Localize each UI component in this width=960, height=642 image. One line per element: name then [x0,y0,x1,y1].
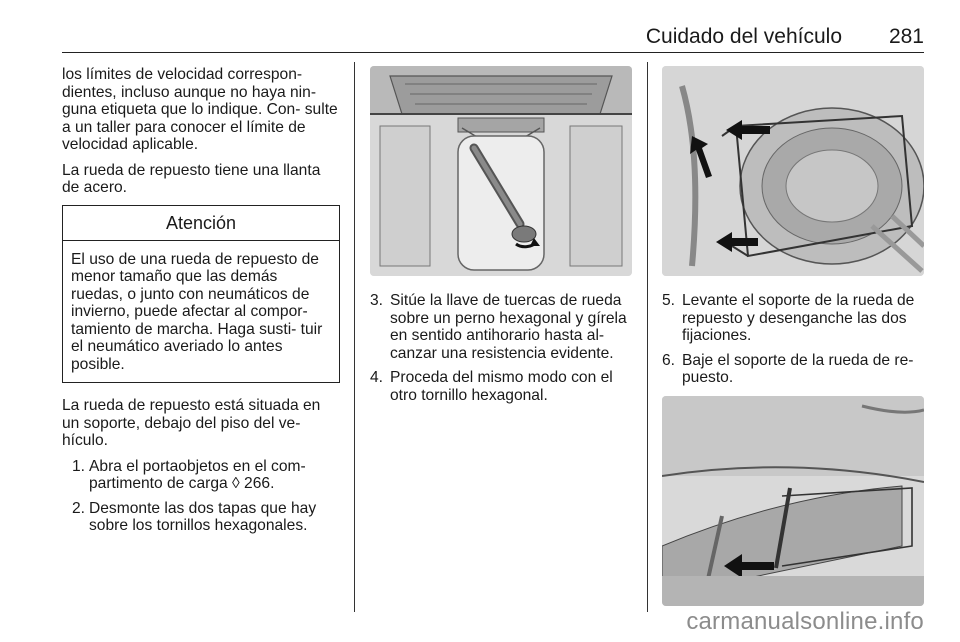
steps-list [62,458,340,535]
attention-body: El uso de una rueda de repuesto de menor tamaño que las demás ruedas, o junto con neumáticos de invierno, puede afectar al compor- tamiento de marcha. Haga susti- tuir el neumático averiado lo antes posible. [71,250,323,373]
lowered-carrier-illustration [662,396,924,606]
steps-list [662,292,924,387]
step-text: Proceda del mismo modo con el otro tornillo hexagonal. [390,369,613,404]
column-divider [647,62,648,612]
attention-title: Atención [63,206,339,241]
step-text: Abra el portaobjetos en el com- partimento de carga ◊ 266. [89,457,306,492]
step-item [662,292,924,345]
step-text: Sitúe la llave de tuercas de rueda sobre un perno hexagonal y gírela en sentido antihorario hasta al- canzar una resistencia evidente. [390,292,627,362]
column-1 [62,66,340,542]
page-header [62,24,924,53]
step-number: 4. [370,369,384,386]
step-number: 3. [370,292,384,309]
step-item [662,352,924,387]
step-item [72,500,340,535]
page-number: 281 [888,25,924,48]
watermark: carmanualsonline.info [686,608,924,635]
trunk-wrench-illustration [370,66,632,276]
paragraph-speed-limits: los límites de velocidad correspon- dientes, incluso aunque no haya nin- guna etiqueta que lo indique. Con- sulte a un taller para conocer el límite de velocidad aplicable. [62,66,338,153]
step-item [370,369,632,404]
step-item [72,458,340,493]
steps-list [370,292,632,404]
paragraph-spare-location: La rueda de repuesto está situada en un soporte, debajo del piso del ve- hículo. [62,397,321,449]
column-2 [370,66,632,411]
paragraph-steel-rim: La rueda de repuesto tiene una llanta de acero. [62,161,321,196]
section-title: Cuidado del vehículo [645,25,842,48]
step-number: 6. [662,351,676,369]
spare-wheel-carrier-illustration [662,66,924,276]
attention-box [62,205,340,384]
step-number: 2. [72,499,86,517]
column-divider [354,62,355,612]
step-text: Baje el soporte de la rueda de re- puesto. [682,351,914,386]
column-3 [662,66,924,606]
step-number: 1. [72,457,86,475]
step-item [370,292,632,362]
step-number: 5. [662,292,676,309]
step-text: Levante el soporte de la rueda de repuesto y desenganche las dos fijaciones. [682,292,915,344]
step-text: Desmonte las dos tapas que hay sobre los tornillos hexagonales. [89,499,317,534]
